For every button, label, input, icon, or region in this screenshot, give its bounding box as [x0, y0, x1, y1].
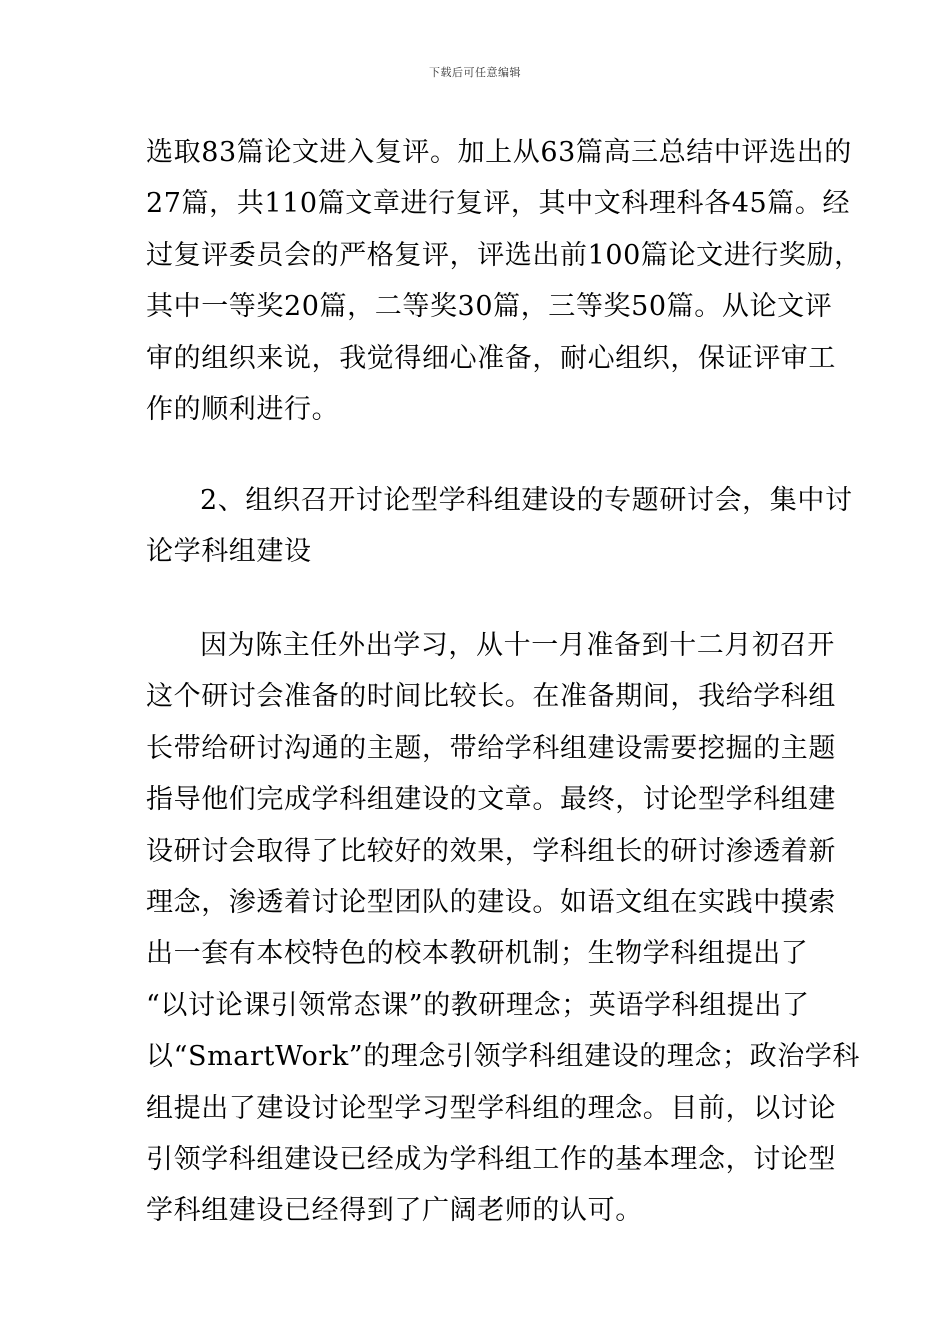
paragraph-line: 设研讨会取得了比较好的效果，学科组长的研讨渗透着新	[146, 835, 836, 867]
paragraph-line: 以“SmartWork”的理念引领学科组建设的理念；政治学科	[146, 1041, 861, 1073]
section-heading-2	[146, 475, 853, 578]
paragraph-line: 其中一等奖20篇，二等奖30篇，三等奖50篇。从论文评	[146, 291, 833, 323]
heading-line: 2、组织召开讨论型学科组建设的专题研讨会，集中讨	[200, 485, 853, 516]
paragraph-line: 组提出了建设讨论型学习型学科组的理念。目前，以讨论	[146, 1092, 836, 1124]
paragraph-line: 选取83篇论文进入复评。加上从63篇高三总结中评选出的	[146, 137, 852, 168]
paragraph-line: “以讨论课引领常态课”的教研理念；英语学科组提出了	[146, 989, 810, 1021]
paragraph-line: 作的顺利进行。	[146, 394, 340, 426]
heading-line: 论学科组建设	[146, 536, 312, 568]
paragraph-line: 指导他们完成学科组建设的文章。最终，讨论型学科组建	[146, 784, 836, 816]
paragraph-line: 学科组建设已经得到了广阔老师的认可。	[146, 1195, 643, 1227]
paragraph-line: 理念，渗透着讨论型团队的建设。如语文组在实践中摸索	[146, 887, 836, 919]
paragraph-1	[146, 127, 862, 435]
paragraph-line: 出一套有本校特色的校本教研机制；生物学科组提出了	[146, 938, 809, 970]
paragraph-line: 27篇，共110篇文章进行复评，其中文科理科各45篇。经	[146, 188, 851, 220]
header-note: 下载后可任意编辑	[429, 66, 521, 79]
paragraph-3	[146, 620, 861, 1237]
paragraph-line: 因为陈主任外出学习，从十一月准备到十二月初召开	[200, 630, 835, 661]
paragraph-line: 这个研讨会准备的时间比较长。在准备期间，我给学科组	[146, 681, 836, 713]
paragraph-line: 审的组织来说，我觉得细心准备，耐心组织，保证评审工	[146, 342, 836, 374]
paragraph-line: 过复评委员会的严格复评，评选出前100篇论文进行奖励，	[146, 239, 862, 271]
paragraph-line: 引领学科组建设已经成为学科组工作的基本理念，讨论型	[146, 1144, 836, 1176]
paragraph-line: 长带给研讨沟通的主题，带给学科组建设需要挖掘的主题	[146, 732, 836, 764]
